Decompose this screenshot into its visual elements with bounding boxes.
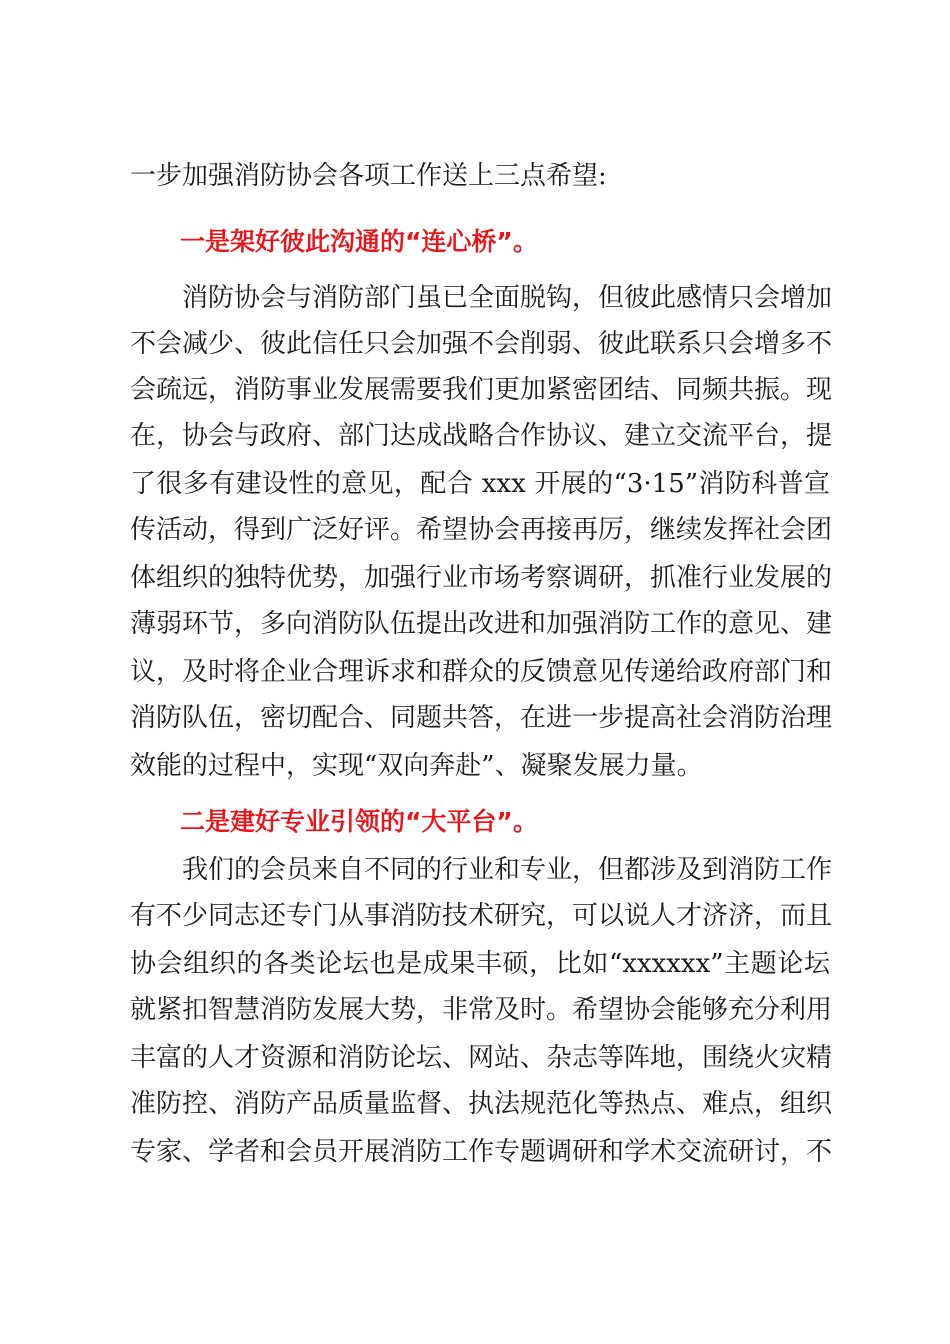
section1-line: 不会减少、彼此信任只会加强不会削弱、彼此联系只会增多不 (130, 329, 833, 359)
section1-line: 消防协会与消防部门虽已全面脱钩，但彼此感情只会增加 (182, 283, 833, 313)
section1-line: 议，及时将企业合理诉求和群众的反馈意见传递给政府部门和 (130, 657, 833, 687)
section1-line: 效能的过程中，实现“双向奔赴”、凝聚发展力量。 (130, 751, 703, 781)
section2-line: 我们的会员来自不同的行业和专业，但都涉及到消防工作 (182, 855, 833, 885)
section2-line: 专家、学者和会员开展消防工作专题调研和学术交流研讨，不 (130, 1137, 833, 1167)
section2-line: 就紧扣智慧消防发展大势，非常及时。希望协会能够充分利用 (130, 995, 833, 1025)
section1-line: 体组织的独特优势，加强行业市场考察调研，抓准行业发展的 (130, 563, 833, 593)
section1-line: 消防队伍，密切配合、同题共答，在进一步提高社会消防治理 (130, 703, 833, 733)
section1-line: 会疏远，消防事业发展需要我们更加紧密团结、同频共振。现 (130, 375, 833, 405)
section2-heading: 二是建好专业引领的“大平台”。 (180, 807, 538, 836)
section1-line: 传活动，得到广泛好评。希望协会再接再厉，继续发挥社会团 (130, 515, 833, 545)
intro-line: 一步加强消防协会各项工作送上三点希望: (130, 161, 607, 191)
section2-line: 准防控、消防产品质量监督、执法规范化等热点、难点，组织 (130, 1089, 833, 1119)
section1-line: 了很多有建设性的意见，配合 xxx 开展的“3·15”消防科普宣 (130, 469, 830, 499)
section1-heading: 一是架好彼此沟通的“连心桥”。 (180, 227, 538, 256)
section2-line: 有不少同志还专门从事消防技术研究，可以说人才济济，而且 (130, 901, 833, 931)
section1-line: 薄弱环节，多向消防队伍提出改进和加强消防工作的意见、建 (130, 609, 833, 639)
section2-line: 协会组织的各类论坛也是成果丰硕，比如“xxxxxx”主题论坛 (130, 949, 830, 979)
section2-line: 丰富的人才资源和消防论坛、网站、杂志等阵地，围绕火灾精 (130, 1043, 833, 1073)
section1-line: 在，协会与政府、部门达成战略合作协议、建立交流平台，提 (130, 421, 833, 451)
